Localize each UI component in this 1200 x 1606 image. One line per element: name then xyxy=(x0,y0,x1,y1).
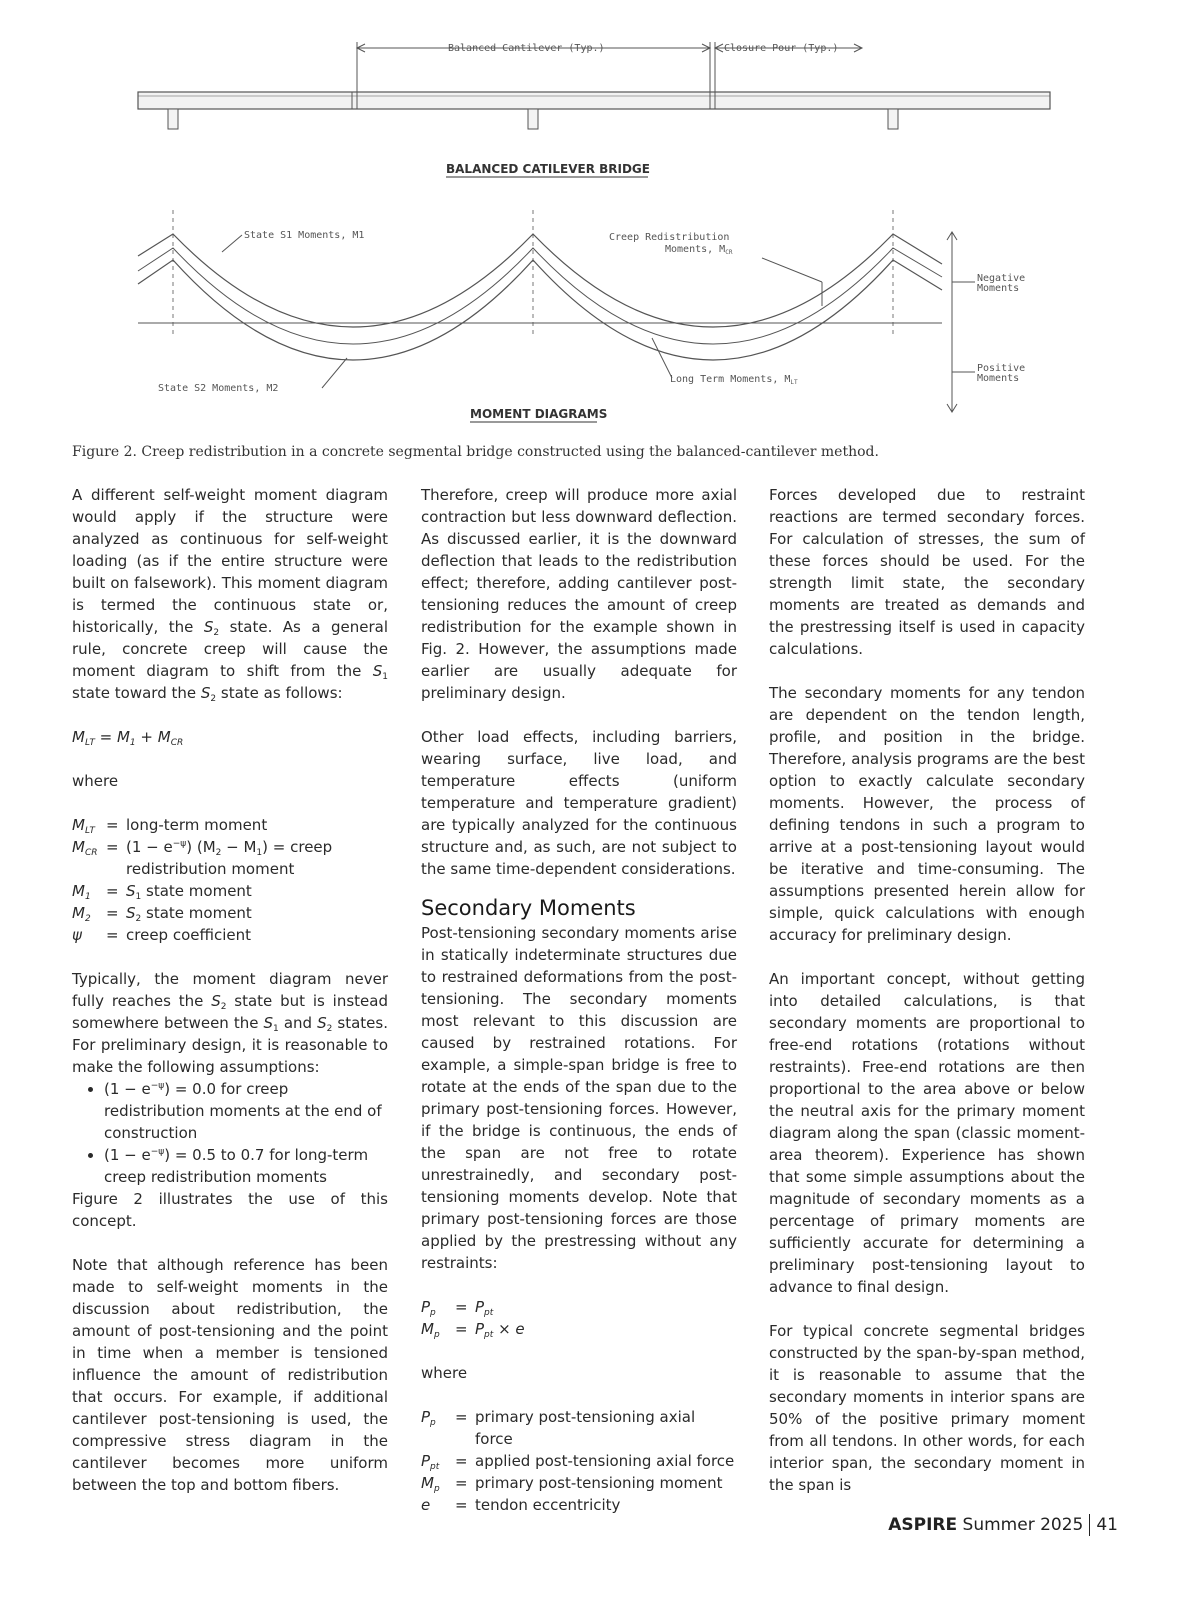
col2-paragraph-1: Therefore, creep will produce more axial contraction but less downward deflection. As discussed earlier, it is the downward deflection that leads to the redistribution effect; therefore, adding cantilever post-tensioning reduces the amount of creep redistribution for the example shown in Fig. 2. However, the assumptions made earlier are usually adequate for preliminary design. xyxy=(421,486,737,702)
column-3 xyxy=(769,484,1085,1496)
figure-2 xyxy=(72,20,1132,440)
col2-paragraph-3: Post-tensioning secondary moments arise in statically indeterminate structures due to restrained deformations from the post-tensioning. The secondary moments most relevant to this discussion are caused by restrained rotations. For example, a simple-span bridge is free to rotate at the ends of the span due to the primary post-tensioning forces. However, if the bridge is continuous, the ends of the span are not free to rotate unrestrainedly, and secondary post-tensioning moments develop. Note that primary post-tensioning forces are those applied by the prestressing without any restraints: xyxy=(421,924,737,1272)
label-state-s2: State S2 Moments, M2 xyxy=(158,383,279,394)
footer-page-number: 41 xyxy=(1096,1515,1118,1535)
title-bridge: BALANCED CATILEVER BRIDGE xyxy=(446,162,650,176)
bridge-deck xyxy=(138,92,1050,109)
footer-brand: ASPIRE xyxy=(888,1515,958,1535)
label-creep-2 xyxy=(665,244,733,256)
col2-equation-pp: $P_p$ = $P_{pt}$ xyxy=(421,1298,494,1318)
label-positive-2: Moments xyxy=(977,373,1020,384)
column-2 xyxy=(421,484,737,1516)
label-creep-2-text: Moments, M xyxy=(665,244,726,255)
col1-def-mcr: $M_{CR}$ = $(1 - e^{-\psi})$ $(M_2 - M_1)$ = creep redistribution moment xyxy=(72,838,333,878)
col1-where: where xyxy=(72,772,119,790)
col2-equation-mp: $M_p$ = $P_{pt} \times e$ xyxy=(421,1320,525,1340)
curve-state-s1 xyxy=(138,234,942,327)
label-long-term xyxy=(670,374,798,386)
footer-issue: Summer 2025 xyxy=(962,1515,1084,1535)
list-item: • $(1 - e^{-\psi}) = 0.0$ for creep redistribution moments at the end of construction xyxy=(104,1078,388,1144)
label-creep-1: Creep Redistribution xyxy=(609,232,730,243)
col1-paragraph-3: Figure 2 illustrates the use of this concept. xyxy=(72,1190,388,1230)
col2-def-mp: $M_p$ = primary post-tensioning moment xyxy=(421,1474,723,1494)
col1-def-m1: $M_1$ = $S_1$ state moment xyxy=(72,882,252,902)
label-closure-pour: Closure Pour (Typ.) xyxy=(724,43,839,54)
col1-paragraph-2: Typically, the moment diagram never fully reaches the $S_2$ state but is instead somewhere between the $S_1$ and $S_2$ states. For preliminary design, it is reasonable to make the following assumptions: xyxy=(72,970,388,1076)
piers xyxy=(168,109,898,129)
col2-def-ppt: $P_{pt}$ = applied post-tensioning axial force xyxy=(421,1452,735,1472)
label-negative-2: Moments xyxy=(977,283,1020,294)
label-negative-1: Negative xyxy=(977,273,1026,284)
col1-equation-mlt: $M_{LT} = M_1 + M_{CR}$ xyxy=(72,728,184,748)
moment-sign-arrows xyxy=(947,232,975,412)
col3-paragraph-3: An important concept, without getting into detailed calculations, is that secondary moments are proportional to free-end rotations (rotations without restraints). Free-end rotations are then proportional to the area above or below the neutral axis for the primary moment diagram along the span (classic moment-area theorem). Experience has shown that some simple assumptions about the magnitude of secondary moments as a percentage of primary moments are sufficiently accurate for determining a preliminary post-tensioning layout to advance to final design. xyxy=(769,970,1085,1296)
col3-paragraph-2: The secondary moments for any tendon are dependent on the tendon length, profile, and position in the bridge. Therefore, analysis programs are the best option to exactly calculate secondary moments. However, the process of defining tendons in such a program to arrive at a post-tensioning layout would be iterative and time-consuming. The assumptions presented herein allow for simple, quick calculations with enough accuracy for preliminary design. xyxy=(769,684,1085,944)
label-balanced-cantilever: Balanced Cantilever (Typ.) xyxy=(448,43,605,54)
col1-paragraph-1: A different self-weight moment diagram would apply if the structure were analyzed as continuous for self-weight loading (as if the entire structure were built on falsework). This moment diagram is termed the continuous state or, historically, the $S_2$ state. As a general rule, concrete creep will cause the moment diagram to shift from the $S_1$ state toward the $S_2$ state as follows: xyxy=(72,486,388,704)
col3-paragraph-1: Forces developed due to restraint reactions are termed secondary forces. For calculation of stresses, the sum of these forces should be used. For the strength limit state, the secondary moments are treated as demands and the prestressing itself is used in capacity calculations. xyxy=(769,486,1085,658)
col2-where: where xyxy=(421,1364,468,1382)
col2-def-e: e = tendon eccentricity xyxy=(421,1496,621,1514)
column-1 xyxy=(72,484,388,1496)
page-footer xyxy=(888,1514,1118,1536)
footer-separator xyxy=(1089,1514,1090,1536)
curve-long-term xyxy=(138,248,942,344)
label-positive-1: Positive xyxy=(977,363,1026,374)
label-creep-2-sub: CR xyxy=(725,249,733,256)
figure-caption: Figure 2. Creep redistribution in a concrete segmental bridge constructed using the balanced-cantilever method. xyxy=(72,444,879,460)
figure-2-drawing xyxy=(72,20,1132,440)
col1-def-psi: ψ = creep coefficient xyxy=(72,926,252,944)
leader-lines xyxy=(222,235,822,388)
col1-assumptions-list xyxy=(72,1078,388,1188)
curve-state-s2 xyxy=(138,260,942,360)
col1-def-mlt: $M_{LT}$ = long-term moment xyxy=(72,816,268,836)
label-state-s1: State S1 Moments, M1 xyxy=(244,230,365,241)
section-heading-secondary-moments: Secondary Moments xyxy=(421,896,636,920)
title-moment-diagrams: MOMENT DIAGRAMS xyxy=(470,407,608,421)
col2-paragraph-2: Other load effects, including barriers, wearing surface, live load, and temperature effects (uniform temperature and temperature gradient) are typically analyzed for the continuous structure and, as such, are not subject to the same time-dependent considerations. xyxy=(421,728,737,878)
col2-def-pp: $P_p$ = primary post-tensioning axial force xyxy=(421,1408,696,1448)
label-long-term-text: Long Term Moments, M xyxy=(670,374,791,385)
label-long-term-sub: LT xyxy=(790,379,798,386)
col3-paragraph-4: For typical concrete segmental bridges constructed by the span-by-span method, it is reasonable to assume that the secondary moments in interior spans are 50% of the positive primary moment from all tendons. In other words, for each interior span, the secondary moment in the span is xyxy=(769,1322,1085,1494)
col1-def-m2: $M_2$ = $S_2$ state moment xyxy=(72,904,252,924)
col1-paragraph-4: Note that although reference has been made to self-weight moments in the discussion about redistribution, the amount of post-tensioning and the point in time when a member is tensioned influence the amount of redistribution that occurs. For example, if additional cantilever post-tensioning is used, the compressive stress diagram in the cantilever becomes more uniform between the top and bottom fibers. xyxy=(72,1256,388,1494)
list-item: • $(1 - e^{-\psi}) = 0.5$ to 0.7 for long-term creep redistribution moments xyxy=(104,1144,388,1188)
